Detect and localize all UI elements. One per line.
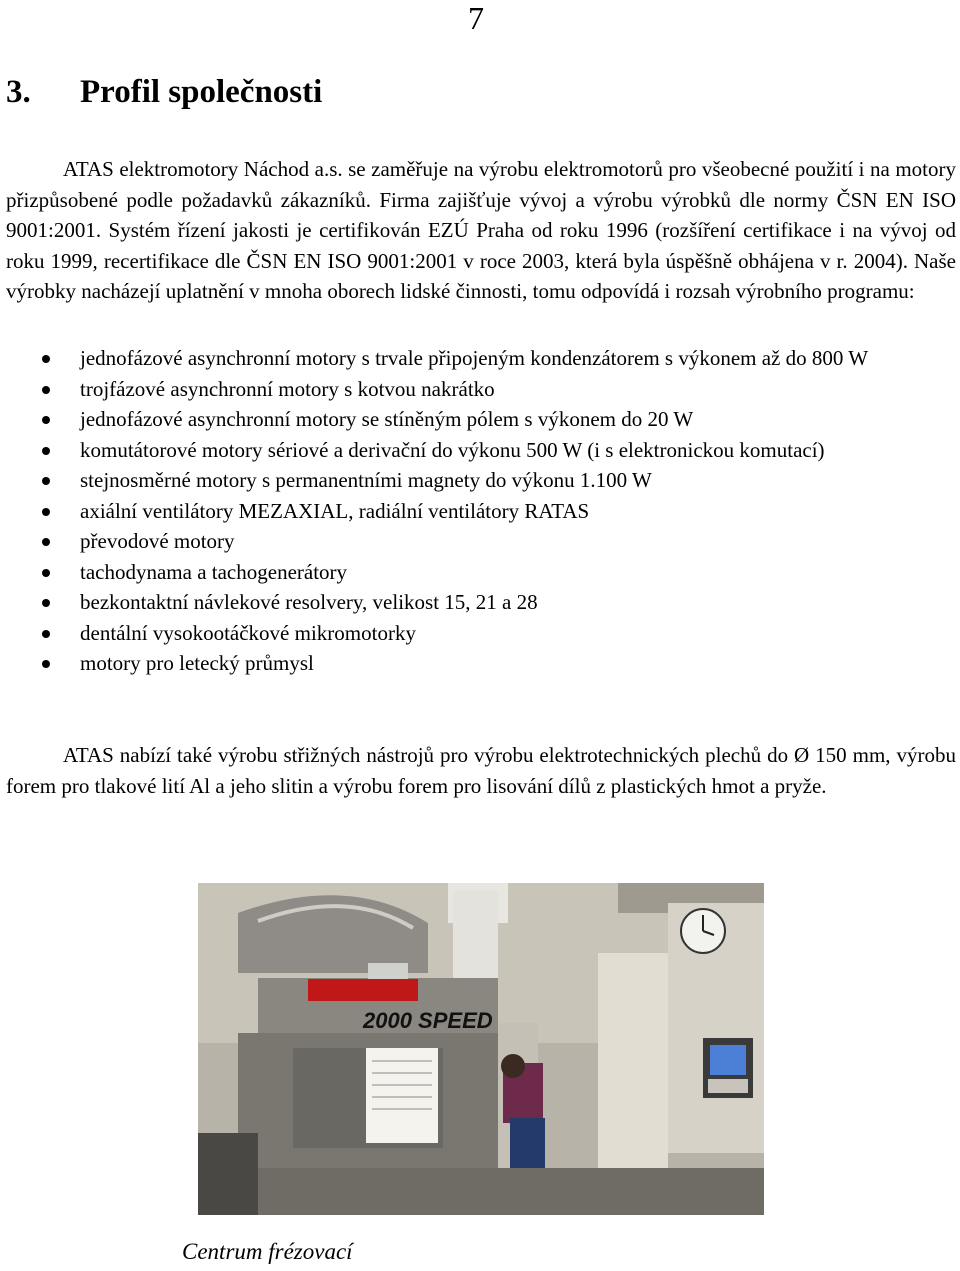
list-item: jednofázové asynchronní motory se stíněným pólem s výkonem do 20 W xyxy=(0,404,956,435)
bullet-icon xyxy=(42,630,50,638)
bullet-icon xyxy=(42,538,50,546)
bullet-icon xyxy=(42,416,50,424)
bullet-icon xyxy=(42,660,50,668)
list-item: dentální vysokootáčkové mikromotorky xyxy=(0,618,956,649)
list-item: trojfázové asynchronní motory s kotvou nakrátko xyxy=(0,374,956,405)
bullet-icon xyxy=(42,508,50,516)
page-number: 7 xyxy=(468,0,484,36)
milling-center-photo xyxy=(198,883,764,1215)
list-item: motory pro letecký průmysl xyxy=(0,648,956,679)
section-heading xyxy=(6,72,322,112)
bullet-icon xyxy=(42,447,50,455)
list-item: stejnosměrné motory s permanentními magnety do výkonu 1.100 W xyxy=(0,465,956,496)
closing-paragraph xyxy=(6,740,956,801)
intro-paragraph xyxy=(6,154,956,307)
product-list xyxy=(0,343,956,679)
list-item: komutátorové motory sériové a derivační do výkonu 500 W (i s elektronickou komutací) xyxy=(0,435,956,466)
bullet-icon xyxy=(42,477,50,485)
list-item: axiální ventilátory MEZAXIAL, radiální ventilátory RATAS xyxy=(0,496,956,527)
list-item: jednofázové asynchronní motory s trvale připojeným kondenzátorem s výkonem až do 800 W xyxy=(0,343,956,374)
section-number: 3. xyxy=(6,74,31,110)
machine-logo: 2000 SPEED xyxy=(363,1008,493,1033)
list-item: tachodynama a tachogenerátory xyxy=(0,557,956,588)
bullet-icon xyxy=(42,386,50,394)
photo-caption: Centrum frézovací xyxy=(182,1239,353,1264)
intro-paragraph-text: ATAS elektromotory Náchod a.s. se zaměřuje na výrobu elektromotorů pro všeobecné použití i na motory přizpůsobené podle požadavků zákazníků. Firma zajišťuje vývoj a výrobu výrobků dle normy ČSN EN ISO 9001:2001. Systém řízení jakosti je certifikován EZÚ Praha od roku 1996 (rozšíření certifikace i na vývoj od roku 1999, recertifikace dle ČSN EN ISO 9001:2001 v roce 2003, která byla úspěšně obhájena v r. 2004). Naše výrobky nacházejí uplatnění v mnoha oborech lidské činnosti, tomu odpovídá i rozsah výrobního programu: xyxy=(6,157,956,303)
closing-paragraph-text: ATAS nabízí také výrobu střižných nástrojů pro výrobu elektrotechnických plechů do Ø 150 mm, výrobu forem pro tlakové lití Al a jeho slitin a výrobu forem pro lisování dílů z plastických hmot a pryže. xyxy=(6,743,956,798)
bullet-icon xyxy=(42,355,50,363)
bullet-icon xyxy=(42,569,50,577)
bullet-icon xyxy=(42,599,50,607)
list-item: bezkontaktní návlekové resolvery, velikost 15, 21 a 28 xyxy=(0,587,956,618)
section-title: Profil společnosti xyxy=(80,74,323,110)
photo-illustration xyxy=(198,883,764,1215)
list-item: převodové motory xyxy=(0,526,956,557)
